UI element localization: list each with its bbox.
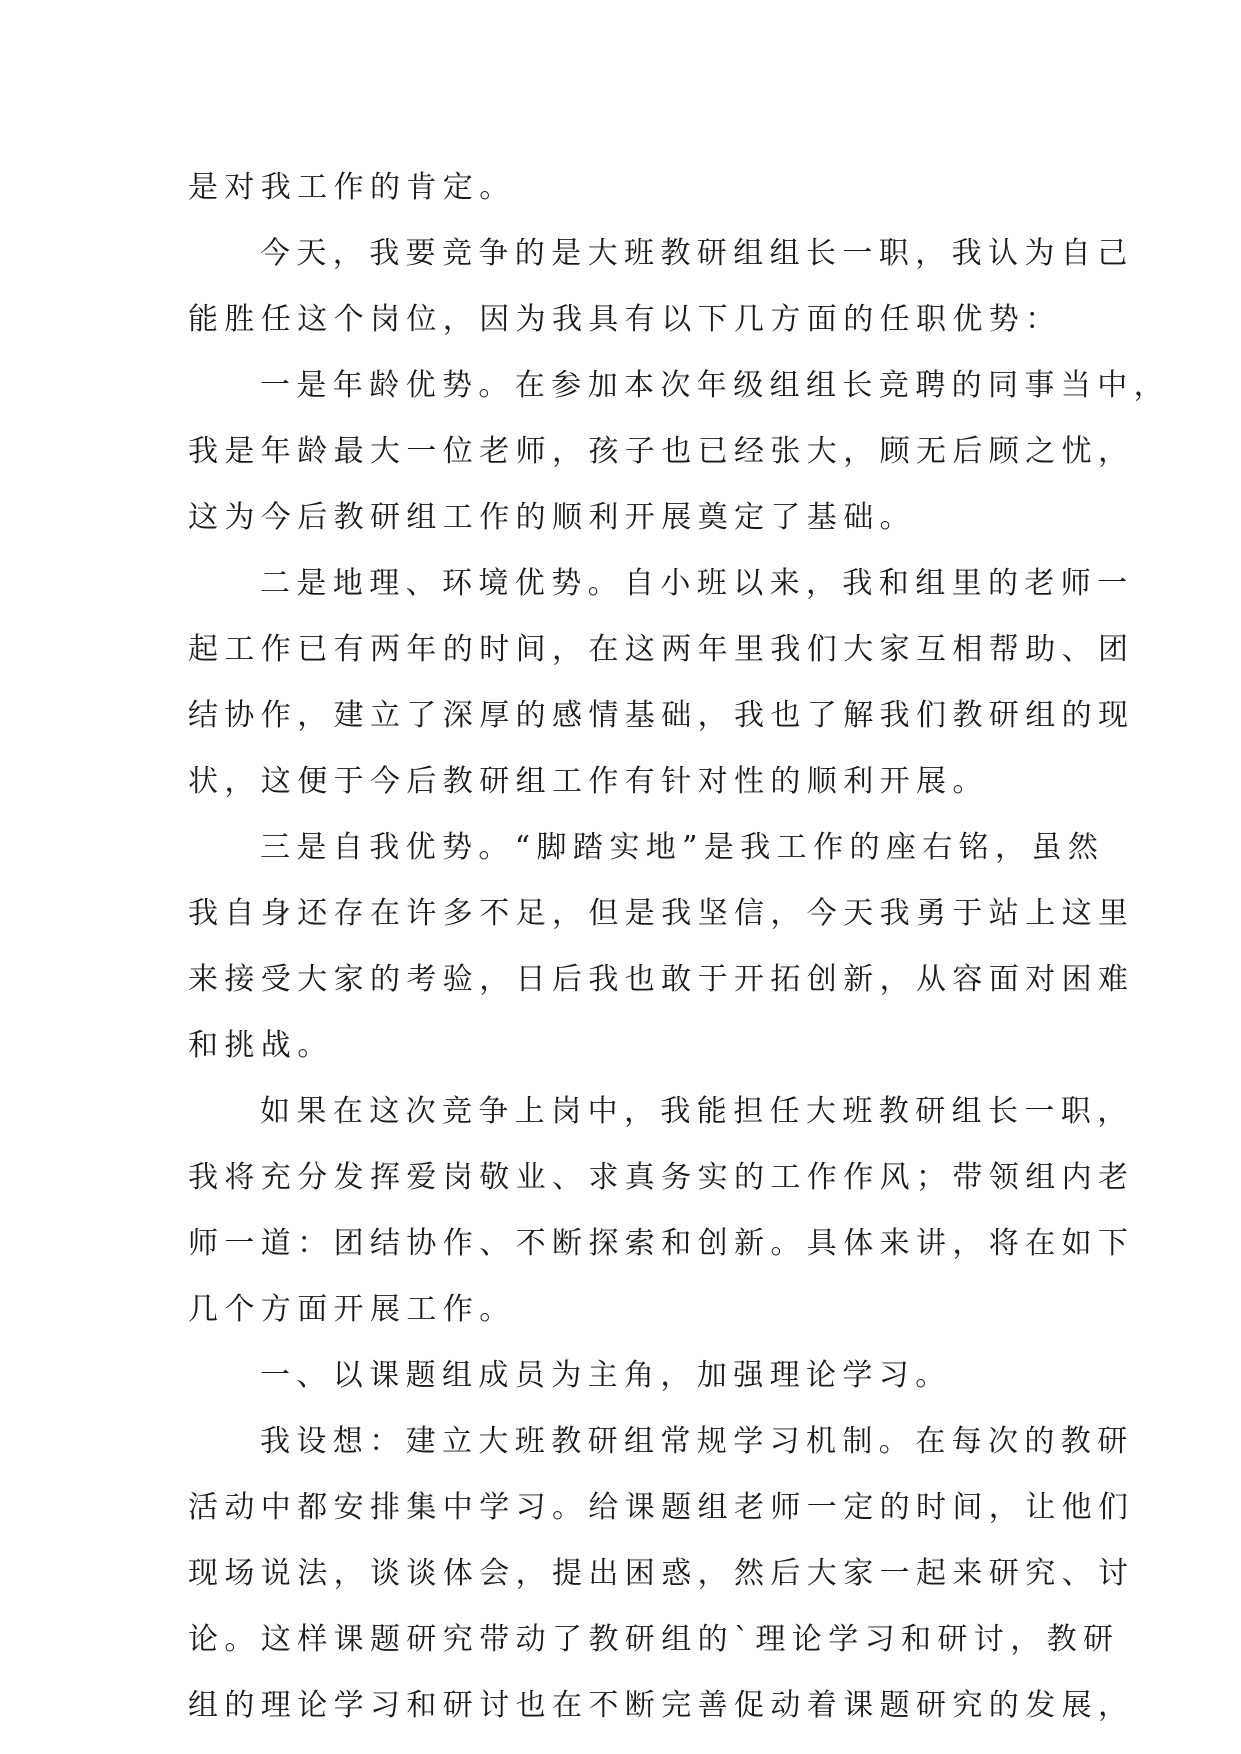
text-line: 师一道：团结协作、不断探索和创新。具体来讲，将在如下 xyxy=(188,1226,1135,1261)
text-line: 一是年龄优势。在参加本次年级组组长竞聘的同事当中， xyxy=(260,368,1170,403)
text-line: 和挑战。 xyxy=(188,1028,334,1063)
text-line: 我自身还存在许多不足，但是我坚信，今天我勇于站上这里 xyxy=(188,896,1135,931)
text-line: 几个方面开展工作。 xyxy=(188,1292,516,1327)
text-line: 三是自我优势。“脚踏实地”是我工作的座右铭，虽然 xyxy=(260,830,1105,865)
text-line: 起工作已有两年的时间，在这两年里我们大家互相帮助、团 xyxy=(188,632,1135,667)
text-line: 这为今后教研组工作的顺利开展奠定了基础。 xyxy=(188,500,916,535)
text-line: 结协作，建立了深厚的感情基础，我也了解我们教研组的现 xyxy=(188,698,1135,733)
text-line: 今天，我要竞争的是大班教研组组长一职，我认为自己 xyxy=(260,236,1134,271)
text-line: 状，这便于今后教研组工作有针对性的顺利开展。 xyxy=(188,764,989,799)
text-line: 组的理论学习和研讨也在不断完善促动着课题研究的发展， xyxy=(188,1688,1135,1723)
text-line: 能胜任这个岗位，因为我具有以下几方面的任职优势： xyxy=(188,302,1062,337)
text-line: 是对我工作的肯定。 xyxy=(188,170,516,205)
text-line: 现场说法，谈谈体会，提出困惑，然后大家一起来研究、讨 xyxy=(188,1556,1135,1591)
text-line: 我将充分发挥爱岗敬业、求真务实的工作作风；带领组内老 xyxy=(188,1160,1135,1195)
text-line: 来接受大家的考验，日后我也敢于开拓创新，从容面对困难 xyxy=(188,962,1135,997)
text-line: 一、以课题组成员为主角，加强理论学习。 xyxy=(260,1358,952,1393)
body-text xyxy=(188,155,1170,1739)
text-line: 我是年龄最大一位老师，孩子也已经张大，顾无后顾之忧， xyxy=(188,434,1135,469)
text-line: 二是地理、环境优势。自小班以来，我和组里的老师一 xyxy=(260,566,1134,601)
text-line: 论。这样课题研究带动了教研组的`理论学习和研讨，教研 xyxy=(188,1622,1120,1657)
text-line: 我设想：建立大班教研组常规学习机制。在每次的教研 xyxy=(260,1424,1134,1459)
text-line: 如果在这次竞争上岗中，我能担任大班教研组长一职， xyxy=(260,1094,1134,1129)
text-line: 活动中都安排集中学习。给课题组老师一定的时间，让他们 xyxy=(188,1490,1135,1525)
